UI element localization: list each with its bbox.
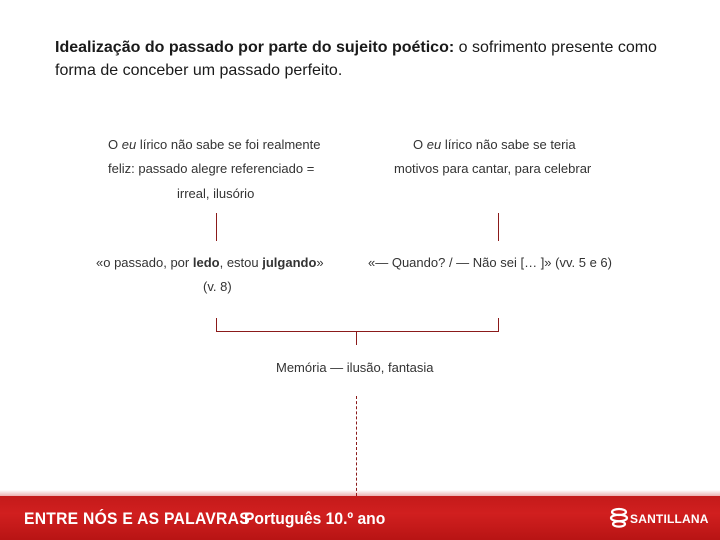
slide-title bbox=[55, 36, 675, 82]
left-quote-mid: , estou bbox=[219, 255, 263, 270]
dashed-connector bbox=[356, 396, 357, 496]
right-connector-top bbox=[498, 213, 499, 241]
bracket-stem bbox=[356, 331, 357, 345]
left-quote-bold2: julgando bbox=[262, 255, 317, 270]
bracket-right-arm bbox=[498, 318, 499, 331]
left-line1-post: lírico não sabe se foi realmente bbox=[136, 137, 321, 152]
left-text-line1 bbox=[108, 137, 320, 152]
conclusion-text: Memória — ilusão, fantasia bbox=[276, 360, 434, 375]
bracket-bottom bbox=[216, 331, 499, 332]
left-text-line2: feliz: passado alegre referenciado = bbox=[108, 161, 315, 176]
publisher-name: SANTILLANA bbox=[630, 512, 709, 526]
title-rest: o sofrimento presente como forma de conceber um passado perfeito. bbox=[55, 39, 657, 79]
footer-bar bbox=[0, 496, 720, 540]
right-line1-post: lírico não sabe se teria bbox=[441, 137, 576, 152]
left-verse-ref: (v. 8) bbox=[203, 279, 232, 294]
left-text-line3: irreal, ilusório bbox=[177, 186, 255, 201]
left-quote-pre: «o passado, por bbox=[96, 255, 193, 270]
left-line1-pre: O bbox=[108, 137, 122, 152]
left-quote bbox=[96, 255, 324, 270]
right-line1-pre: O bbox=[413, 137, 427, 152]
title-bold: Idealização do passado por parte do sujeito poético: bbox=[55, 39, 455, 56]
right-line1-em: eu bbox=[426, 137, 442, 152]
left-quote-bold1: ledo bbox=[192, 255, 220, 270]
left-connector-top bbox=[216, 213, 217, 241]
publisher-logo bbox=[608, 506, 712, 530]
left-line1-em: eu bbox=[121, 137, 137, 152]
footer-series-title: ENTRE NÓS E AS PALAVRAS bbox=[24, 509, 250, 528]
right-quote: «— Quando? / — Não sei [… ]» (vv. 5 e 6) bbox=[368, 255, 612, 270]
right-text-line1 bbox=[413, 137, 576, 152]
right-text-line2: motivos para cantar, para celebrar bbox=[394, 161, 592, 176]
bracket-left-arm bbox=[216, 318, 217, 331]
santillana-logo-icon bbox=[608, 506, 630, 528]
left-quote-post: » bbox=[316, 255, 324, 270]
footer-subject: Português 10.º ano bbox=[244, 509, 386, 528]
